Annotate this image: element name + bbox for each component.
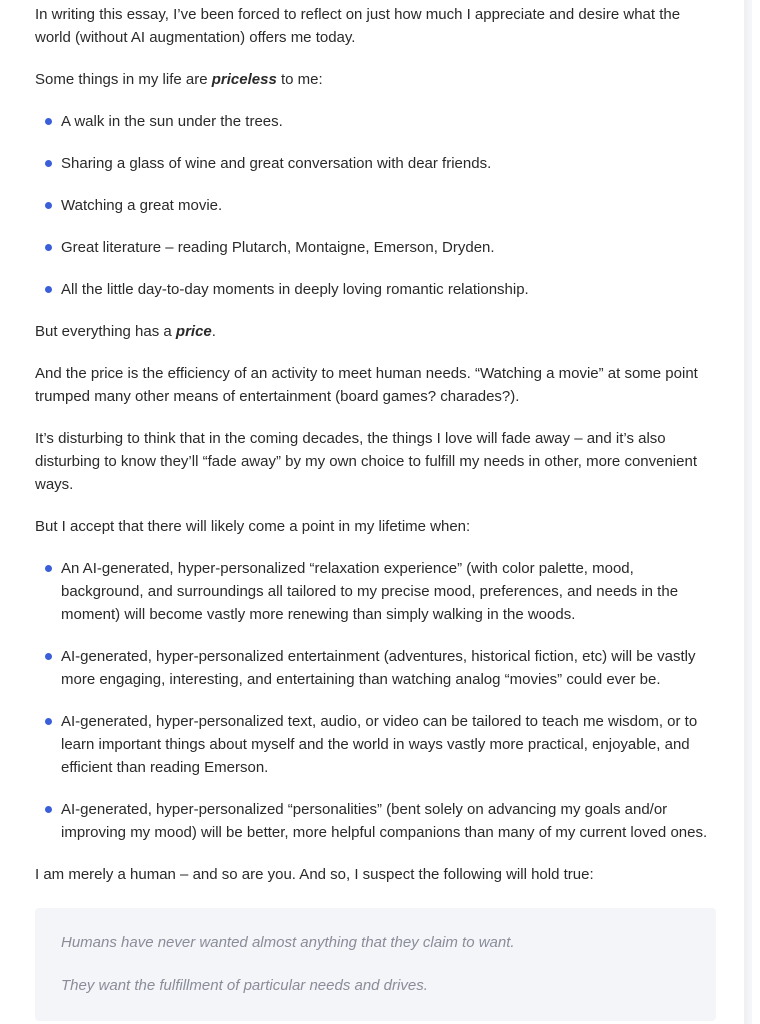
pull-quote xyxy=(35,908,716,1021)
page-edge-divider xyxy=(744,0,752,1024)
list-item-text: Sharing a glass of wine and great conversation with dear friends. xyxy=(61,155,492,172)
list-item xyxy=(35,710,716,779)
bullet-dot-icon xyxy=(45,160,52,167)
efficiency-paragraph: And the price is the efficiency of an activity to meet human needs. “Watching a movie” at some point trumped many other means of entertainment (board games? charades?). xyxy=(35,365,698,405)
human-paragraph: I am merely a human – and so are you. And so, I suspect the following will hold true: xyxy=(35,866,594,883)
accept-paragraph: But I accept that there will likely come a point in my lifetime when: xyxy=(35,518,471,535)
list-item xyxy=(35,194,716,217)
price-text-before: But everything has a xyxy=(35,323,176,340)
list-item xyxy=(35,278,716,301)
priceless-text-before: Some things in my life are xyxy=(35,71,212,88)
price-text-after: . xyxy=(211,323,216,340)
disturbing-paragraph: It’s disturbing to think that in the coming decades, the things I love will fade away – and it’s also disturbing to know they’ll “fade away” by my own choice to fulfill my needs in other, more convenient ways. xyxy=(35,430,697,493)
quote-line: Humans have never wanted almost anything that they claim to want. xyxy=(61,934,515,951)
bullet-dot-icon xyxy=(45,806,52,813)
priceless-emphasis: priceless xyxy=(211,71,277,88)
quote-line: They want the fulfillment of particular needs and drives. xyxy=(61,977,428,994)
list-item-text: All the little day-to-day moments in deeply loving romantic relationship. xyxy=(61,281,529,298)
priceless-list xyxy=(35,110,716,301)
price-paragraph xyxy=(35,320,716,343)
list-item xyxy=(35,152,716,175)
list-item-text: An AI-generated, hyper-personalized “relaxation experience” (with color palette, mood, background, and surroundings all tailored to my precise mood, preferences, and needs in the moment) will become vastly more renewing than simply walking in the woods. xyxy=(61,560,679,623)
bullet-dot-icon xyxy=(45,244,52,251)
list-item-text: AI-generated, hyper-personalized entertainment (adventures, historical fiction, etc) will be vastly more engaging, interesting, and entertaining than watching analog “movies” could ever be. xyxy=(61,648,696,688)
priceless-text-after: to me: xyxy=(276,71,323,88)
list-item-text: A walk in the sun under the trees. xyxy=(61,113,283,130)
bullet-dot-icon xyxy=(45,565,52,572)
list-item xyxy=(35,557,716,626)
list-item-text: AI-generated, hyper-personalized “personalities” (bent solely on advancing my goals and/or improving my mood) will be better, more helpful companions than many of my current loved ones. xyxy=(61,801,708,841)
list-item xyxy=(35,645,716,691)
bullet-dot-icon xyxy=(45,202,52,209)
price-emphasis: price xyxy=(175,323,212,340)
bullet-dot-icon xyxy=(45,718,52,725)
intro-paragraph: In writing this essay, I’ve been forced to reflect on just how much I appreciate and desire what the world (without AI augmentation) offers me today. xyxy=(35,6,681,46)
list-item xyxy=(35,798,716,844)
list-item-text: Watching a great movie. xyxy=(61,197,223,214)
list-item-text: Great literature – reading Plutarch, Montaigne, Emerson, Dryden. xyxy=(61,239,495,256)
list-item xyxy=(35,110,716,133)
bullet-dot-icon xyxy=(45,653,52,660)
bullet-dot-icon xyxy=(45,118,52,125)
list-item-text: AI-generated, hyper-personalized text, audio, or video can be tailored to teach me wisdom, or to learn important things about myself and the world in ways vastly more practical, enjoyable, and efficient than reading Emerson. xyxy=(61,713,698,776)
list-item xyxy=(35,236,716,259)
bullet-dot-icon xyxy=(45,286,52,293)
priceless-paragraph xyxy=(35,68,716,91)
ai-predictions-list xyxy=(35,557,716,844)
